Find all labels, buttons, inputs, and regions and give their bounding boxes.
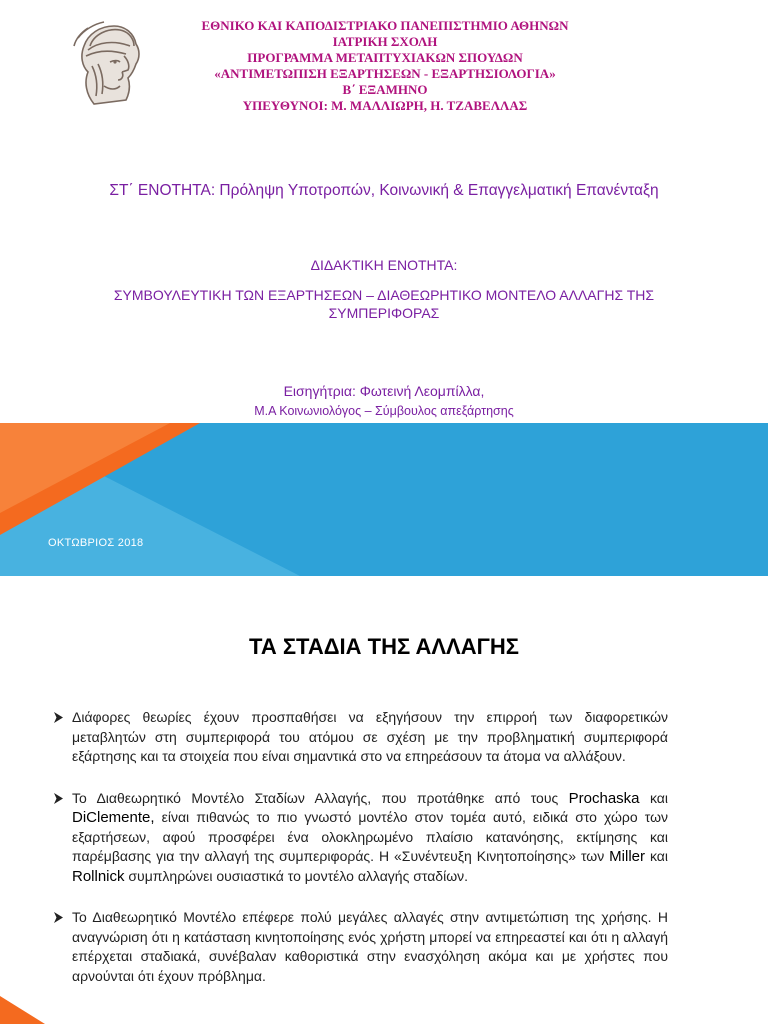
speaker-name: Εισηγήτρια: Φωτεινή Λεομπίλλα, [283, 383, 485, 399]
header-line-program-name: «ΑΝΤΙΜΕΤΩΠΙΣΗ ΕΞΑΡΤΗΣΕΩΝ - ΕΞΑΡΤΗΣΙΟΛΟΓΙΑ» [214, 66, 556, 81]
didactic-title: ΣΥΜΒΟΥΛΕΥΤΙΚΗ ΤΩΝ ΕΞΑΡΤΗΣΕΩΝ – ΔΙΑΘΕΩΡΗΤΙΚΟ ΜΟΝΤΕΛΟ ΑΛΛΑΓΗΣ ΤΗΣ ΣΥΜΠΕΡΙΦΟΡΑΣ [113, 287, 655, 321]
section-title: ΣΤ΄ ΕΝΟΤΗΤΑ: Πρόληψη Υποτροπών, Κοινωνική & Επαγγελματική Επανένταξη [109, 182, 659, 199]
header-line-program: ΠΡΟΓΡΑΜΜΑ ΜΕΤΑΠΤΥΧΙΑΚΩΝ ΣΠΟΥΔΩΝ [247, 50, 523, 65]
didactic-label: ΔΙΔΑΚΤΙΚΗ ΕΝΟΤΗΤΑ: [310, 257, 458, 273]
bullet-text: Το Διαθεωρητικό Μοντέλο Σταδίων Αλλαγής, που προτάθηκε από τους [72, 789, 569, 806]
author-name: Prochaska [568, 789, 640, 807]
university-header [160, 18, 610, 114]
author-name: Rollnick [72, 867, 125, 885]
list-item [52, 789, 668, 887]
speaker-role: Μ.Α Κοινωνιολόγος – Σύμβουλος απεξάρτησης [254, 404, 514, 418]
bullet-text: και [639, 789, 668, 806]
arrow-bullet-icon [52, 789, 66, 808]
header-line-school: ΙΑΤΡΙΚΗ ΣΧΟΛΗ [332, 34, 438, 49]
author-name: Miller [609, 848, 646, 865]
bullet-text: και [645, 848, 668, 864]
didactic-unit [60, 256, 708, 322]
slide-title: ΤΑ ΣΤΑΔΙΑ ΤΗΣ ΑΛΛΑΓΗΣ [249, 634, 519, 659]
decorative-banner [0, 423, 768, 576]
list-item [52, 908, 668, 986]
list-item [52, 708, 668, 767]
speaker-block [0, 382, 768, 419]
header-line-semester: Β΄ ΕΞΑΜΗΝΟ [342, 82, 428, 97]
bullet-text: συμπληρώνει ουσιαστικά το μοντέλο αλλαγής σταδίων. [124, 867, 469, 884]
bullet-text: Διάφορες θεωρίες έχουν προσπαθήσει να εξηγήσουν την επιρροή των διαφορετικών μεταβλητών στη συμπεριφορά του ατόμου σε σχέση με την προβληματική συμπεριφορά εξάρτησης και τα στοιχεία που είναι σημαντικά στο να επηρεάσουν τα άτομα να αλλάξουν. [72, 709, 668, 764]
author-name: DiClemente, [72, 809, 155, 826]
header-line-responsible: ΥΠΕΥΘΥΝΟΙ: Μ. ΜΑΛΛΙΩΡΗ, Η. ΤΖΑΒΕΛΛΑΣ [242, 98, 528, 113]
bullet-text: είναι πιθανώς το πιο γνωστό μοντέλο στον τομέα αυτό, ειδικά στο χώρο των εξαρτήσεων, αφού προσφέρει ένα ολοκληρωμένο πλαίσιο κατανόησης, εκτίμησης και παρέμβασης για την αλλαγή της συμπεριφοράς. Η «Συνέντευξη Κινητοποίησης» των [72, 809, 668, 864]
content-slide [0, 576, 768, 1024]
bullet-list [52, 708, 668, 1008]
arrow-bullet-icon [52, 908, 66, 927]
header-line-university: ΕΘΝΙΚΟ ΚΑΙ ΚΑΠΟΔΙΣΤΡΙΑΚΟ ΠΑΝΕΠΙΣΤΗΜΙΟ ΑΘΗΝΩΝ [201, 18, 569, 33]
bullet-text: Το Διαθεωρητικό Μοντέλο επέφερε πολύ μεγάλες αλλαγές στην αντιμετώπιση της χρήσης. Η αναγνώριση ότι η κατάσταση κινητοποίησης ενός χρήστη μπορεί να επηρεαστεί και ότι η αλλαγή επέρχεται σταδιακά, συνέβαλαν καθοριστικά στην ενασχόληση ακόμα και με χρήστες που αρνούνται ότι έχουν πρόβλημα. [72, 909, 668, 984]
presentation-date: ΟΚΤΩΒΡΙΟΣ 2018 [48, 537, 144, 549]
athena-head-logo [64, 16, 150, 112]
arrow-bullet-icon [52, 708, 66, 727]
